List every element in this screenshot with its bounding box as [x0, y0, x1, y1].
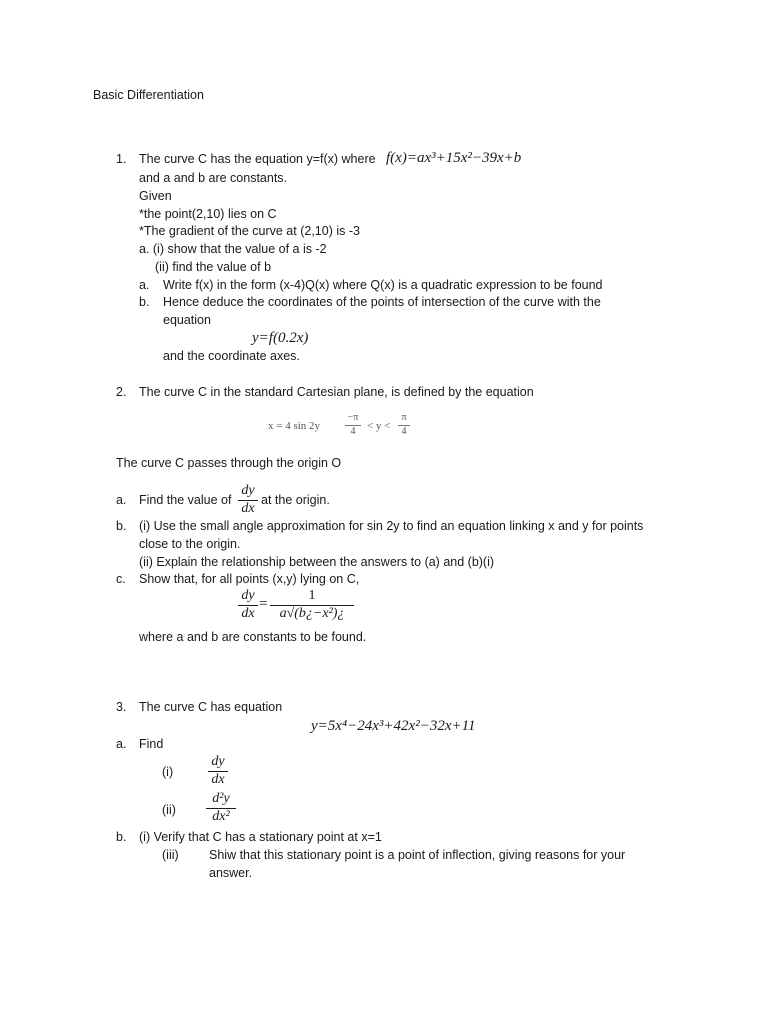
- q3b-marker: b.: [116, 830, 127, 844]
- q1b-text: equation: [163, 313, 211, 327]
- q2c-text: where a and b are constants to be found.: [139, 630, 367, 644]
- q3a-text: Find: [139, 737, 164, 751]
- q2c-rhs-fraction: 1 a√(b¿−x²)¿: [270, 589, 354, 621]
- q1-line: *the point(2,10) lies on C: [139, 207, 277, 221]
- q3b-iii-text: Shiw that this stationary point is a point of inflection, giving reasons for your: [209, 848, 626, 862]
- q2-eq-frac-right: π 4: [398, 413, 410, 437]
- q3a-i-marker: (i): [162, 765, 174, 779]
- q2c-equals: =: [259, 596, 268, 612]
- q2b-text: close to the origin.: [139, 537, 241, 551]
- q3-equation: y=5x⁴−24x³+42x²−32x+11: [311, 718, 476, 734]
- q1-line: and a and b are constants.: [139, 171, 288, 185]
- q1a-text: Write f(x) in the form (x-4)Q(x) where Q(x) is a quadratic expression to be found: [163, 278, 603, 292]
- q2c-lhs-fraction: dy dx: [238, 589, 258, 621]
- q2c-marker: c.: [116, 572, 126, 586]
- q2a-marker: a.: [116, 493, 127, 507]
- q3b-iii-text: answer.: [209, 866, 253, 880]
- q3a-ii-marker: (ii): [162, 803, 176, 817]
- q2-passes: The curve C passes through the origin O: [116, 456, 342, 470]
- q2b-marker: b.: [116, 519, 127, 533]
- q1b-equation: y=f(0.2x): [252, 330, 309, 346]
- q2b-text: (ii) Explain the relationship between the answers to (a) and (b)(i): [139, 555, 495, 569]
- q1-equation: f(x)=ax³+15x²−39x+b: [386, 150, 522, 166]
- q3-intro: The curve C has equation: [139, 700, 283, 714]
- q2-eq-frac-left: −π 4: [345, 413, 361, 437]
- q2a-fraction: dy dx: [238, 484, 258, 516]
- q3-number: 3.: [116, 700, 127, 714]
- q1-line: (ii) find the value of b: [155, 260, 272, 274]
- q1-line: *The gradient of the curve at (2,10) is -3: [139, 224, 360, 238]
- q1-intro: The curve C has the equation y=f(x) where: [139, 152, 376, 166]
- q2-intro: The curve C in the standard Cartesian plane, is defined by the equation: [139, 385, 534, 399]
- q1-number: 1.: [116, 152, 127, 166]
- q2-eq-left: x = 4 sin 2y: [268, 420, 321, 432]
- q3a-marker: a.: [116, 737, 127, 751]
- q2-eq-mid: < y <: [367, 420, 391, 432]
- q1b-text: and the coordinate axes.: [163, 349, 300, 363]
- q2a-pre: Find the value of: [139, 493, 232, 507]
- q1a-marker: a.: [139, 278, 150, 292]
- q2c-text: Show that, for all points (x,y) lying on C,: [139, 572, 360, 586]
- q1-line: a. (i) show that the value of a is -2: [139, 242, 327, 256]
- q2b-text: (i) Use the small angle approximation for sin 2y to find an equation linking x and y for points: [139, 519, 644, 533]
- q2a-post: at the origin.: [261, 493, 330, 507]
- q1b-text: Hence deduce the coordinates of the points of intersection of the curve with the: [163, 295, 601, 309]
- q3b-text: (i) Verify that C has a stationary point at x=1: [139, 830, 382, 844]
- q2-number: 2.: [116, 385, 127, 399]
- q1-line: Given: [139, 189, 172, 203]
- page-title: Basic Differentiation: [93, 88, 204, 102]
- q3a-i-fraction: dy dx: [208, 755, 228, 787]
- q3b-iii-marker: (iii): [162, 848, 179, 862]
- q1b-marker: b.: [139, 295, 150, 309]
- q3a-ii-fraction: d²y dx²: [206, 792, 236, 824]
